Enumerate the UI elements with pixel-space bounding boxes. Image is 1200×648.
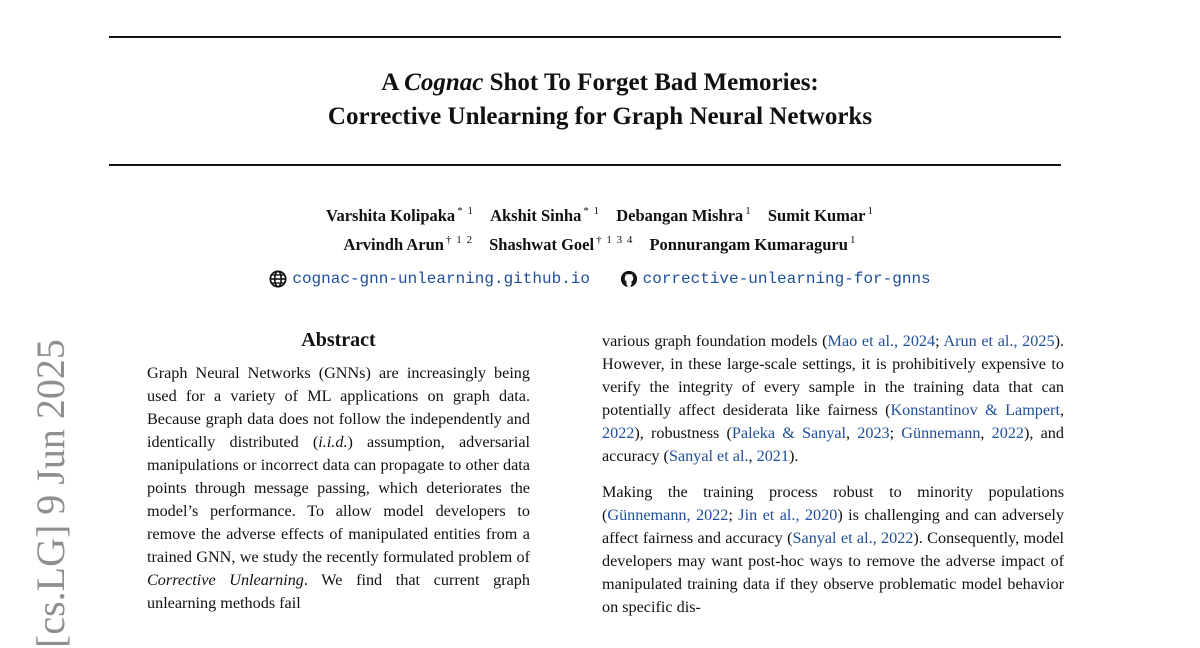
intro-paragraph-2 xyxy=(602,481,1064,619)
github-link[interactable] xyxy=(620,270,931,288)
abstract-text xyxy=(147,362,530,615)
author xyxy=(344,235,473,254)
title-line-1 xyxy=(0,66,1200,100)
author-name: Debangan Mishra xyxy=(616,206,744,225)
text-run: various graph foundation models ( xyxy=(602,332,828,350)
text-run: Making the training process robust to minority populations ( xyxy=(602,483,1064,524)
project-links xyxy=(0,270,1200,293)
right-column xyxy=(602,330,1064,619)
text-run: ; xyxy=(889,424,902,442)
affiliation-marks: † 1 2 xyxy=(445,234,473,246)
text-run: ). Consequently, model developers may want post-hoc ways to remove the adverse impact of manipulated training data if they observe problematic model behavior on specific dis- xyxy=(602,529,1064,616)
author-name: Sumit Kumar xyxy=(767,206,866,225)
author xyxy=(489,235,633,254)
author-row-1 xyxy=(0,199,1200,228)
citation-link[interactable]: Sanyal et al. xyxy=(668,447,749,465)
text-run: , xyxy=(846,424,858,442)
author-name: Shashwat Goel xyxy=(489,235,595,254)
citation-link[interactable]: Jin et al., 2020 xyxy=(738,506,838,524)
author-name: Akshit Sinha xyxy=(490,206,582,225)
author-name: Ponnurangam Kumaraguru xyxy=(649,235,848,254)
globe-icon xyxy=(269,270,287,288)
text-run: . We find that current graph unlearning methods fail xyxy=(147,571,530,612)
author-row-2 xyxy=(0,228,1200,257)
citation-link[interactable]: Paleka & Sanyal xyxy=(731,424,847,442)
intro-paragraph-1 xyxy=(602,330,1064,468)
text-run: ), and accuracy ( xyxy=(602,424,1064,465)
text-run: ) assumption, adversarial manipulations or incorrect data can propagate to other data points through message passing, which deteriorates the model’s performance. To allow model developers to remove the adverse effects of manipulated entities from a trained GNN, we study the recently formulated problem of xyxy=(147,433,530,566)
citation-link[interactable]: 2022 xyxy=(991,424,1025,442)
citation-link[interactable]: Günnemann, 2022 xyxy=(607,506,729,524)
citation-link[interactable]: 2021 xyxy=(756,447,789,465)
github-icon xyxy=(620,270,638,288)
text-run: ; xyxy=(728,506,739,524)
text-run: ), robustness ( xyxy=(634,424,732,442)
citation-link[interactable]: Arun et al., 2025 xyxy=(943,332,1055,350)
text-run: , xyxy=(980,424,992,442)
title-prefix: A xyxy=(381,69,405,96)
citation-link[interactable]: Günnemann xyxy=(901,424,981,442)
citation-link[interactable]: Konstantinov & Lampert xyxy=(890,401,1060,419)
author xyxy=(616,206,751,225)
text-run: Graph Neural Networks (GNNs) are increasingly being used for a variety of ML applications on graph data. Because graph data does not follow the independently and identically distributed ( xyxy=(147,364,530,451)
affiliation-marks: 1 xyxy=(745,205,752,217)
affiliation-marks: 1 xyxy=(849,234,857,246)
author-name: Varshita Kolipaka xyxy=(326,206,456,225)
author xyxy=(768,206,874,225)
website-link[interactable] xyxy=(269,270,590,288)
author-name: Arvindh Arun xyxy=(343,235,444,254)
text-run: ). xyxy=(788,447,799,465)
citation-link[interactable]: Mao et al., 2024 xyxy=(827,332,936,350)
author xyxy=(649,235,856,254)
italic-run: Corrective Unlearning xyxy=(147,571,304,589)
abstract-heading: Abstract xyxy=(301,329,376,351)
citation-link[interactable]: 2022 xyxy=(602,424,635,442)
top-rule xyxy=(109,36,1061,38)
github-link-text: corrective-unlearning-for-gnns xyxy=(642,270,931,288)
bottom-rule xyxy=(109,164,1061,166)
citation-link[interactable]: Sanyal et al., 2022 xyxy=(792,529,914,547)
citation-link[interactable]: 2023 xyxy=(857,424,890,442)
author xyxy=(490,206,600,225)
text-run: , xyxy=(1059,401,1064,419)
text-run: ). However, in these large-scale settings, it is prohibitively expensive to verify the integrity of every sample in the training data that can potentially affect desiderata like fairness ( xyxy=(602,332,1064,419)
affiliation-marks: * 1 xyxy=(583,205,601,217)
title-suffix: Shot To Forget Bad Memories: xyxy=(483,69,819,96)
affiliation-marks: * 1 xyxy=(457,205,474,217)
title-line-2: Corrective Unlearning for Graph Neural Networks xyxy=(327,103,873,130)
author xyxy=(326,206,474,225)
author-list xyxy=(0,199,1200,257)
text-run: ; xyxy=(935,332,944,350)
left-column xyxy=(147,326,530,615)
paper-title xyxy=(0,66,1200,134)
arxiv-stamp: [cs.LG] 9 Jun 2025 xyxy=(28,339,73,648)
text-run: , xyxy=(748,447,757,465)
affiliation-marks: 1 xyxy=(867,205,874,217)
title-italic-word: Cognac xyxy=(404,69,484,96)
website-link-text: cognac-gnn-unlearning.github.io xyxy=(292,270,590,288)
affiliation-marks: † 1 3 4 xyxy=(596,234,634,246)
text-run: ) is challenging and can adversely affect fairness and accuracy ( xyxy=(602,506,1065,547)
italic-run: i.i.d. xyxy=(318,433,348,451)
